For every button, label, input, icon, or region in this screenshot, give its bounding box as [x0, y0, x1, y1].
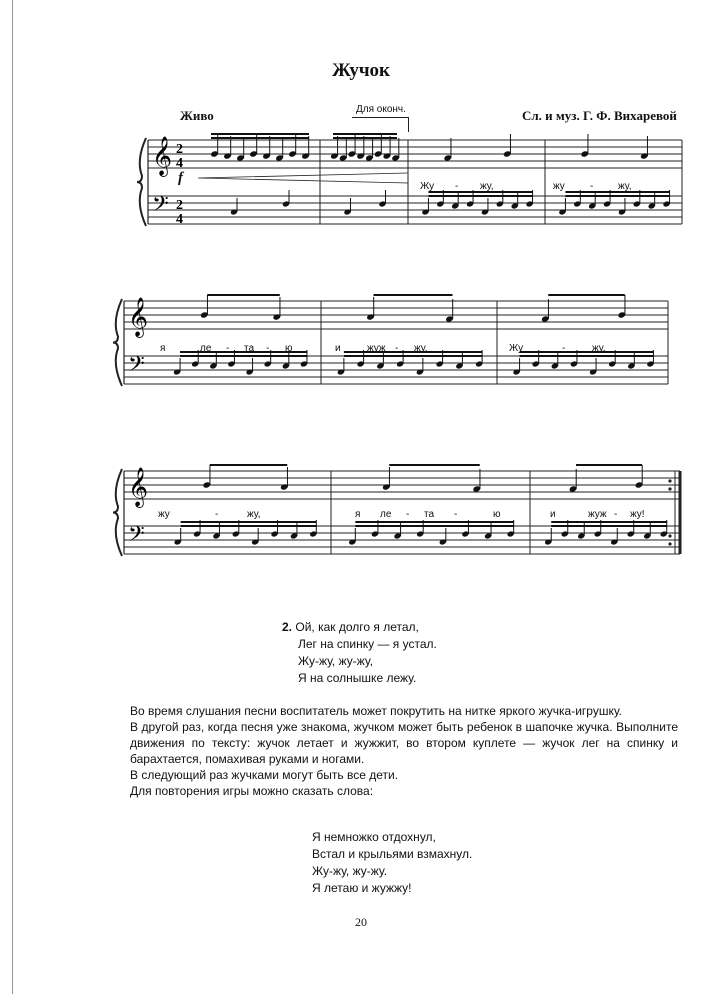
lyric-syllable: Жу: [509, 343, 524, 354]
lyric-syllable: жу,: [592, 343, 606, 354]
repeat-dot: [668, 534, 671, 537]
hairpin: [198, 173, 408, 183]
repeat-dot: [668, 542, 671, 545]
lyric-syllable: жу.: [414, 343, 428, 354]
time-signature: 2: [176, 142, 183, 157]
lyric-syllable: жу,: [618, 181, 632, 192]
lyric-syllable: -: [455, 181, 459, 192]
brace: [113, 299, 122, 386]
lyric-syllable: та: [244, 343, 255, 354]
time-signature: 2: [176, 198, 183, 213]
lyric-syllable: ле: [380, 509, 392, 520]
verse-number: 2.: [282, 620, 293, 634]
lyric-syllable: ю: [285, 343, 293, 354]
lyric-syllable: ю: [493, 509, 501, 520]
lyric-syllable: жуж: [367, 343, 386, 354]
time-signature: 4: [176, 212, 183, 227]
verse-line: [282, 619, 437, 636]
lyric-syllable: и: [335, 343, 341, 354]
ending-mark: Для оконч.: [356, 104, 406, 115]
lyric-syllable: жу: [158, 509, 170, 520]
time-signature: 4: [176, 156, 183, 171]
instruction-paragraph: Во время слушания песни воспитатель может покрутить на нитке яркого жучка-игрушку.: [130, 704, 622, 718]
verse-line: Я на солнышке лежу.: [298, 671, 417, 685]
lyric-syllable: -: [590, 181, 594, 192]
lyric-syllable: я: [160, 343, 166, 354]
lyric-syllable: -: [454, 509, 458, 520]
lyric-syllable: ле: [200, 343, 212, 354]
poem-line: Я немножко отдохнул,: [312, 830, 436, 844]
poem-line: Встал и крыльями взмахнул.: [312, 847, 473, 861]
lyric-syllable: -: [226, 343, 230, 354]
lyric-syllable: и: [550, 509, 556, 520]
instruction-paragraph: Для повторения игры можно сказать слова:: [130, 784, 374, 798]
instruction-paragraph: В другой раз, когда песня уже знакома, жучком может быть ребенок в шапочке жучка. Выполните движения по тексту: жучок летает и жужжит, во втором куплете — жучок лег на спинку и барахтается, помахивая руками и ногами.: [130, 720, 678, 766]
page-number: 20: [355, 915, 367, 929]
lyric-syllable: жуж: [588, 509, 607, 520]
treble-clef-icon: 𝄞: [128, 467, 149, 507]
verse-line: Жу-жу, жу-жу,: [298, 654, 374, 668]
bass-clef-icon: 𝄢: [128, 522, 145, 552]
instruction-paragraph: В следующий раз жучками могут быть все дети.: [130, 768, 399, 782]
lyric-syllable: -: [406, 509, 410, 520]
dynamic-forte: f: [178, 170, 183, 186]
lyric-syllable: -: [266, 343, 270, 354]
song-title: Жучок: [331, 60, 390, 81]
treble-clef-icon: 𝄞: [152, 136, 173, 176]
bass-clef-icon: 𝄢: [128, 352, 145, 382]
lyric-syllable: жу,: [480, 181, 494, 192]
bass-clef-icon: 𝄢: [152, 192, 169, 222]
tempo-marking: Живо: [180, 108, 214, 123]
repeat-poem: [312, 829, 472, 897]
lyric-syllable: я: [355, 509, 361, 520]
verse-line: Лег на спинку — я устал.: [298, 637, 437, 651]
treble-clef-icon: 𝄞: [128, 297, 149, 337]
lyric-syllable: -: [215, 509, 219, 520]
song-credits: Сл. и муз. Г. Ф. Вихаревой: [522, 108, 677, 123]
lyric-syllable: Жу: [420, 181, 435, 192]
verse-line-text: Ой, как долго я летал,: [295, 620, 419, 634]
brace: [137, 138, 146, 226]
lyric-syllable: жу,: [247, 509, 261, 520]
brace: [113, 469, 122, 556]
poem-line: Жу-жу, жу-жу.: [312, 864, 388, 878]
lyric-syllable: -: [562, 343, 566, 354]
repeat-dot: [668, 487, 671, 490]
poem-line: Я летаю и жужжу!: [312, 881, 412, 895]
repeat-dot: [668, 479, 671, 482]
lyric-syllable: та: [424, 509, 435, 520]
instructions: [130, 703, 678, 799]
lyric-syllable: жу!: [630, 509, 645, 520]
lyric-syllable: -: [395, 343, 399, 354]
lyric-syllable: жу: [553, 181, 565, 192]
verse-2: [282, 619, 437, 687]
lyric-syllable: -: [614, 509, 618, 520]
